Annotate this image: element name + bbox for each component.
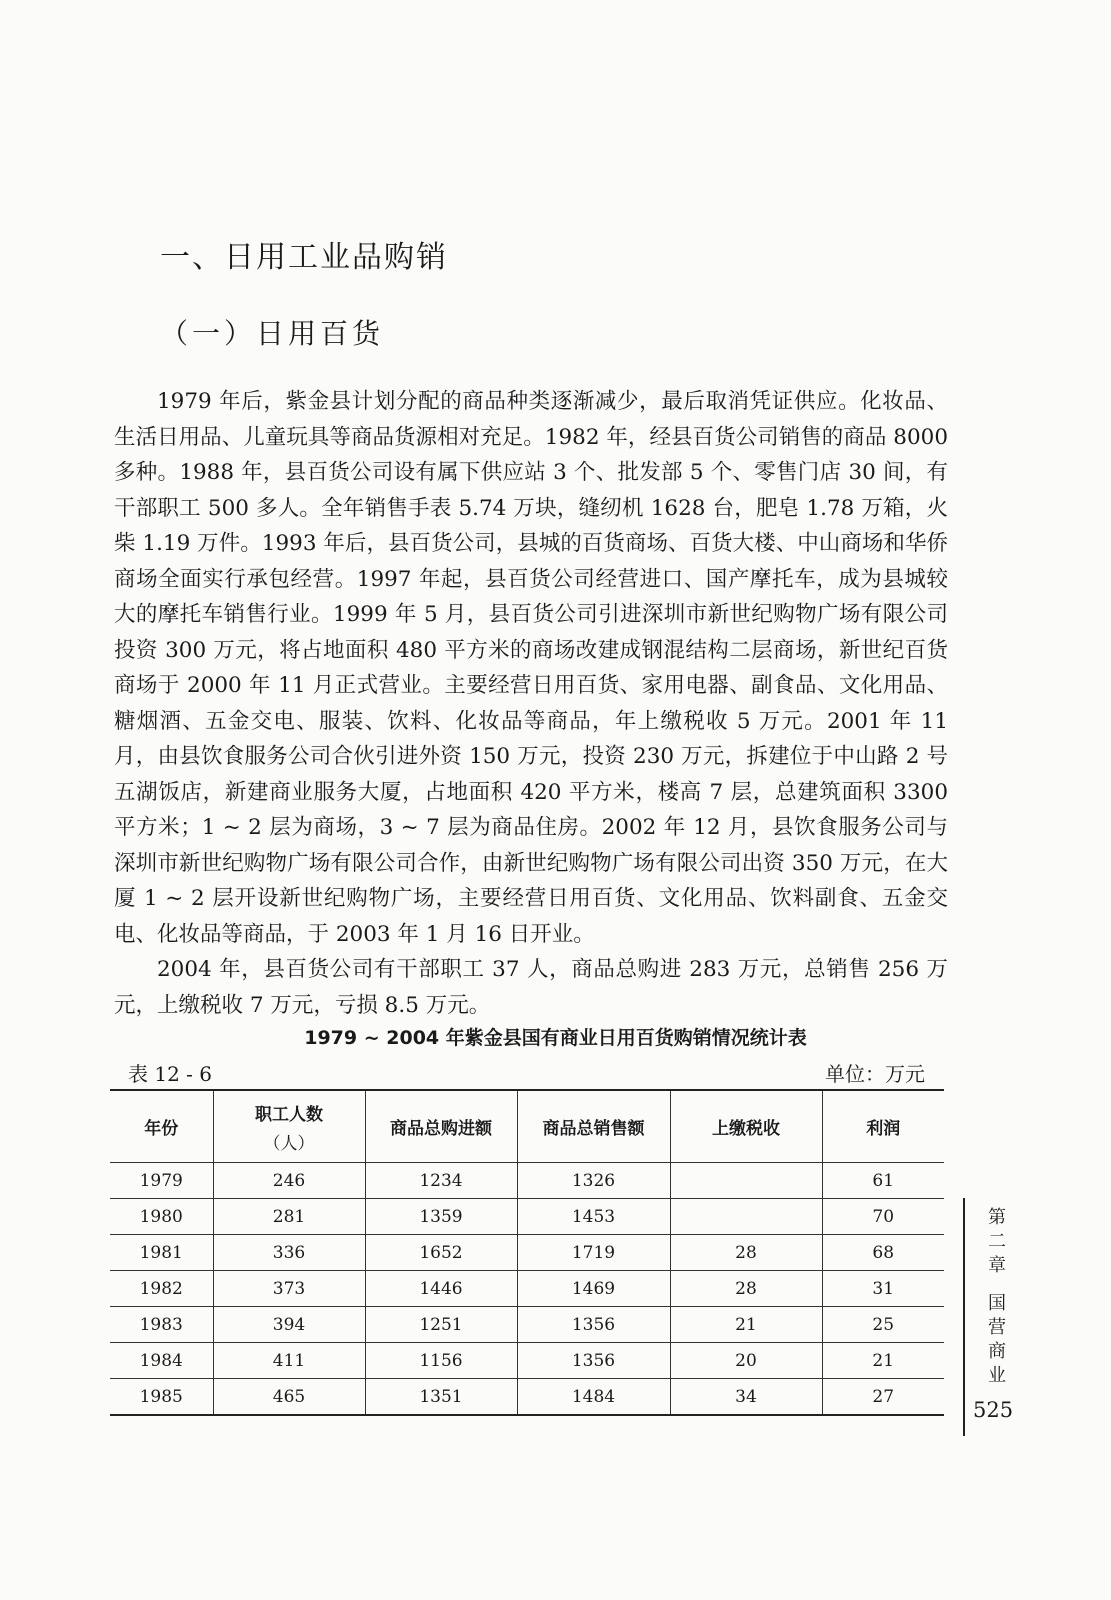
cell-purchase: 1359: [365, 1199, 517, 1235]
cell-sales: 1453: [517, 1199, 670, 1235]
statistics-table: [110, 1089, 944, 1416]
cell-sales: 1326: [517, 1163, 670, 1199]
table-row: [110, 1343, 944, 1379]
section-char: 国: [988, 1293, 1006, 1314]
header-purchase: 商品总购进额: [365, 1090, 517, 1163]
chapter-char: 二: [988, 1231, 1006, 1252]
table-unit: 单位：万元: [825, 1062, 925, 1086]
table-row: [110, 1199, 944, 1235]
cell-purchase: 1652: [365, 1235, 517, 1271]
header-tax: 上缴税收: [670, 1090, 822, 1163]
cell-staff: 411: [213, 1343, 365, 1379]
section-heading: 一、日用工业品购销: [160, 240, 448, 275]
cell-year: 1982: [110, 1271, 213, 1307]
cell-year: 1984: [110, 1343, 213, 1379]
cell-staff: 336: [213, 1235, 365, 1271]
cell-sales: 1356: [517, 1307, 670, 1343]
table-number: 表 12 - 6: [128, 1062, 213, 1086]
table-row: [110, 1271, 944, 1307]
cell-profit: 70: [822, 1199, 944, 1235]
cell-staff: 465: [213, 1379, 365, 1416]
cell-tax: 28: [670, 1271, 822, 1307]
chapter-side-title: [979, 1206, 1015, 1388]
cell-profit: 27: [822, 1379, 944, 1416]
cell-year: 1980: [110, 1199, 213, 1235]
cell-purchase: 1351: [365, 1379, 517, 1416]
table-row: [110, 1163, 944, 1199]
header-sales: 商品总销售额: [517, 1090, 670, 1163]
cell-profit: 25: [822, 1307, 944, 1343]
cell-staff: 281: [213, 1199, 365, 1235]
section-char: 商: [988, 1341, 1006, 1362]
header-staff: [213, 1090, 365, 1163]
cell-profit: 21: [822, 1343, 944, 1379]
cell-tax: [670, 1163, 822, 1199]
table-header-row: [110, 1090, 944, 1163]
cell-tax: 20: [670, 1343, 822, 1379]
chapter-char: 章: [988, 1255, 1006, 1276]
header-profit: 利润: [822, 1090, 944, 1163]
cell-staff: 373: [213, 1271, 365, 1307]
cell-purchase: 1251: [365, 1307, 517, 1343]
section-char: 营: [988, 1317, 1006, 1338]
cell-sales: 1484: [517, 1379, 670, 1416]
cell-year: 1985: [110, 1379, 213, 1416]
cell-tax: 28: [670, 1235, 822, 1271]
cell-staff: 394: [213, 1307, 365, 1343]
header-year: 年份: [110, 1090, 213, 1163]
table-title: 1979 ~ 2004 年紫金县国有商业日用百货购销情况统计表: [304, 1027, 807, 1049]
page-number: 525: [973, 1398, 1014, 1422]
table-row: [110, 1235, 944, 1271]
table-row: [110, 1307, 944, 1343]
cell-tax: 21: [670, 1307, 822, 1343]
chapter-char: 第: [988, 1207, 1006, 1228]
cell-purchase: 1234: [365, 1163, 517, 1199]
header-staff-label: 职工人数: [255, 1104, 323, 1125]
subsection-heading: （一）日用百货: [160, 317, 385, 350]
cell-sales: 1469: [517, 1271, 670, 1307]
header-staff-unit: （人）: [263, 1133, 315, 1154]
cell-year: 1983: [110, 1307, 213, 1343]
body-text: [114, 384, 948, 1023]
table-row: [110, 1379, 944, 1416]
cell-purchase: 1156: [365, 1343, 517, 1379]
paragraph-2: 2004 年，县百货公司有干部职工 37 人，商品总购进 283 万元，总销售 256 万元，上缴税收 7 万元，亏损 8.5 万元。: [114, 957, 948, 1018]
cell-profit: 31: [822, 1271, 944, 1307]
cell-profit: 68: [822, 1235, 944, 1271]
paragraph-1: 1979 年后，紫金县计划分配的商品种类逐渐减少，最后取消凭证供应。化妆品、生活日用品、儿童玩具等商品货源相对充足。1982 年，经县百货公司销售的商品 8000 多种。1988 年，县百货公司设有属下供应站 3 个、批发部 5 个、零售门店 30 间，有干部职工 500 多人。全年销售手表 5.74 万块，缝纫机 1628 台，肥皂 1.78 万箱，火柴 1.19 万件。1993 年后，县百货公司，县城的百货商场、百货大楼、中山商场和华侨商场全面实行承包经营。1997 年起，县百货公司经营进口、国产摩托车，成为县城较大的摩托车销售行业。1999 年 5 月，县百货公司引进深圳市新世纪购物广场有限公司投资 300 万元，将占地面积 480 平方米的商场改建成钢混结构二层商场，新世纪百货商场于 2000 年 11 月正式营业。主要经营日用百货、家用电器、副食品、文化用品、糖烟酒、五金交电、服装、饮料、化妆品等商品，年上缴税收 5 万元。2001 年 11 月，由县饮食服务公司合伙引进外资 150 万元，投资 230 万元，拆建位于中山路 2 号五湖饭店，新建商业服务大厦，占地面积 420 平方米，楼高 7 层，总建筑面积 3300 平方米；1 ~ 2 层为商场，3 ~ 7 层为商品住房。2002 年 12 月，县饮食服务公司与深圳市新世纪购物广场有限公司合作，由新世纪购物广场有限公司出资 350 万元，在大厦 1 ~ 2 层开设新世纪购物广场，主要经营日用百货、文化用品、饮料副食、五金交电、化妆品等商品，于 2003 年 1 月 16 日开业。: [114, 389, 948, 947]
side-divider-rule: [963, 1198, 965, 1436]
cell-profit: 61: [822, 1163, 944, 1199]
cell-staff: 246: [213, 1163, 365, 1199]
cell-sales: 1719: [517, 1235, 670, 1271]
cell-year: 1979: [110, 1163, 213, 1199]
cell-year: 1981: [110, 1235, 213, 1271]
cell-sales: 1356: [517, 1343, 670, 1379]
section-char: 业: [988, 1365, 1006, 1386]
cell-tax: [670, 1199, 822, 1235]
cell-tax: 34: [670, 1379, 822, 1416]
cell-purchase: 1446: [365, 1271, 517, 1307]
